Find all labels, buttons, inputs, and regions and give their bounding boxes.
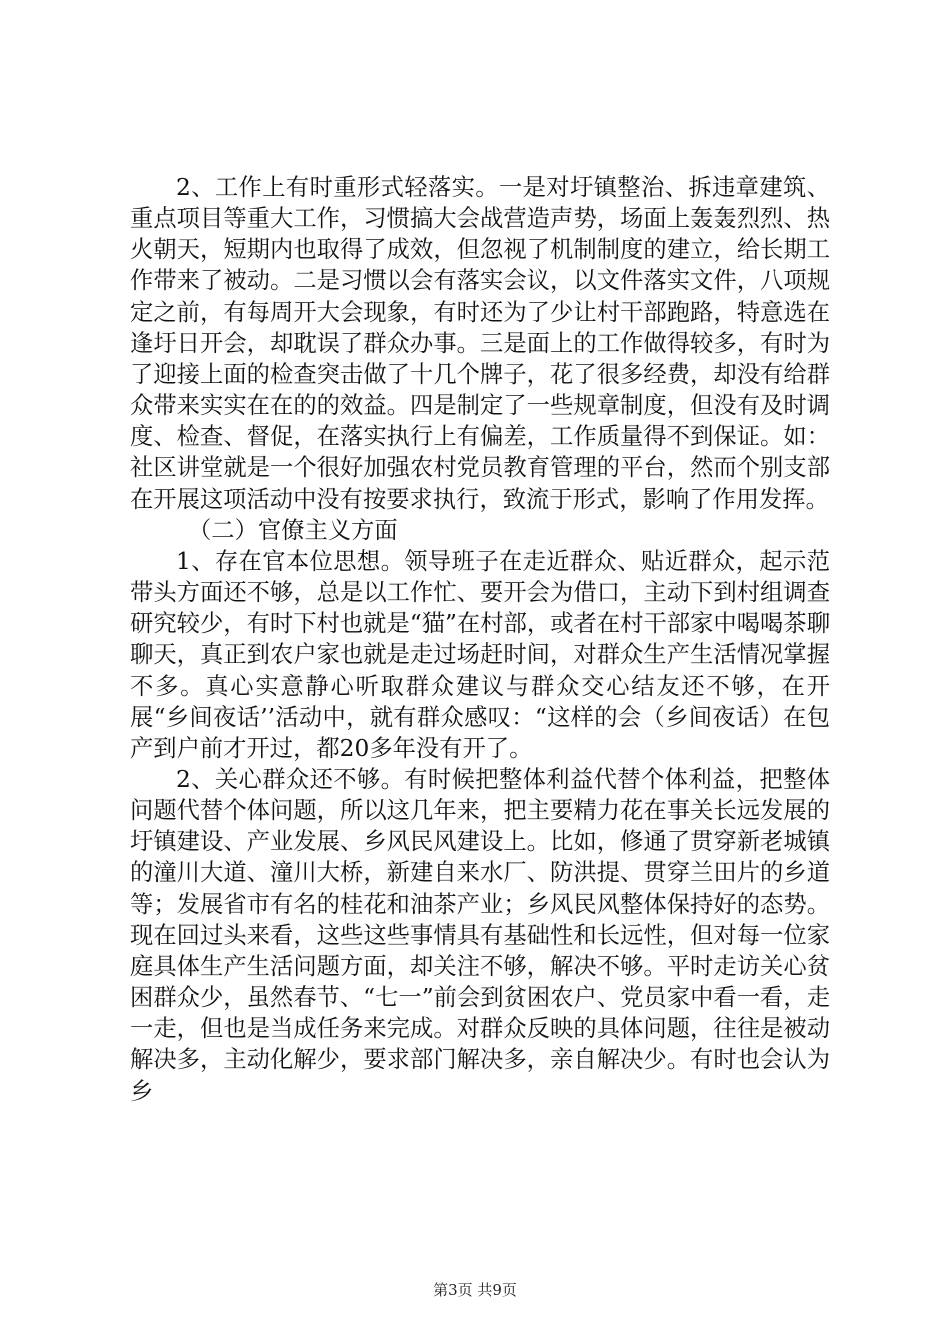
paragraph-work-formalism: 2、工作上有时重形式轻落实。一是对圩镇整治、拆违章建筑、重点项目等重大工作，习惯搞大会战营造声势，场面上轰轰烈烈、热火朝天，短期内也取得了成效，但忽视了机制制度的建立，给长期工作带来了被动。二是习惯以会有落实会议，以文件落实文件，八项规定之前，有每周开大会现象，有时还为了少让村干部跑路，特意选在逢圩日开会，却耽误了群众办事。三是面上的工作做得较多，有时为了迎接上面的检查突击做了十几个牌子，花了很多经费，却没有给群众带来实实在在的的效益。四是制定了一些规章制度，但没有及时调度、检查、督促，在落实执行上有偏差，工作质量得不到保证。如：社区讲堂就是一个很好加强农村党员教育管理的平台，然而个别支部在开展这项活动中没有按要求执行，致流于形式，影响了作用发挥。 [130, 174, 830, 513]
document-body [130, 172, 830, 1107]
page-number-footer: 第3页 共9页 [433, 1281, 517, 1299]
section-heading-bureaucracy: （二）官僚主义方面 [188, 516, 398, 544]
paragraph-caring-for-masses: 2、关心群众还不够。有时候把整体利益代替个体利益，把整体问题代替个体问题，所以这几年来，把主要精力花在事关长远发展的圩镇建设、产业发展、乡风民风建设上。比如，修通了贯穿新老城镇的潼川大道、潼川大桥，新建自来水厂、防洪提、贯穿兰田片的乡道等；发展省市有名的桂花和油茶产业；乡风民风整体保持好的态势。现在回过头来看，这些这些事情具有基础性和长远性，但对每一位家庭具体生产生活问题方面，却关注不够，解决不够。平时走访关心贫困群众少，虽然春节、“七一”前会到贫困农户、党员家中看一看，走一走，但也是当成任务来完成。对群众反映的具体问题，往往是被动解决多，主动化解少，要求部门解决多，亲自解决少。有时也会认为乡 [130, 765, 830, 1105]
paragraph-official-mindset: 1、存在官本位思想。领导班子在走近群众、贴近群众，起示范带头方面还不够，总是以工作忙、要开会为借口，主动下到村组调查研究较少，有时下村也就是“猫”在村部，或者在村干部家中喝喝茶聊聊天，真正到农户家也就是走过场赶时间，对群众生产生活情况掌握不多。真心实意静心听取群众建议与群众交心结友还不够，在开展“乡间夜话’’活动中，就有群众感叹：“这样的会（乡间夜话）在包产到户前才开过，都20多年没有开了。 [130, 547, 830, 762]
